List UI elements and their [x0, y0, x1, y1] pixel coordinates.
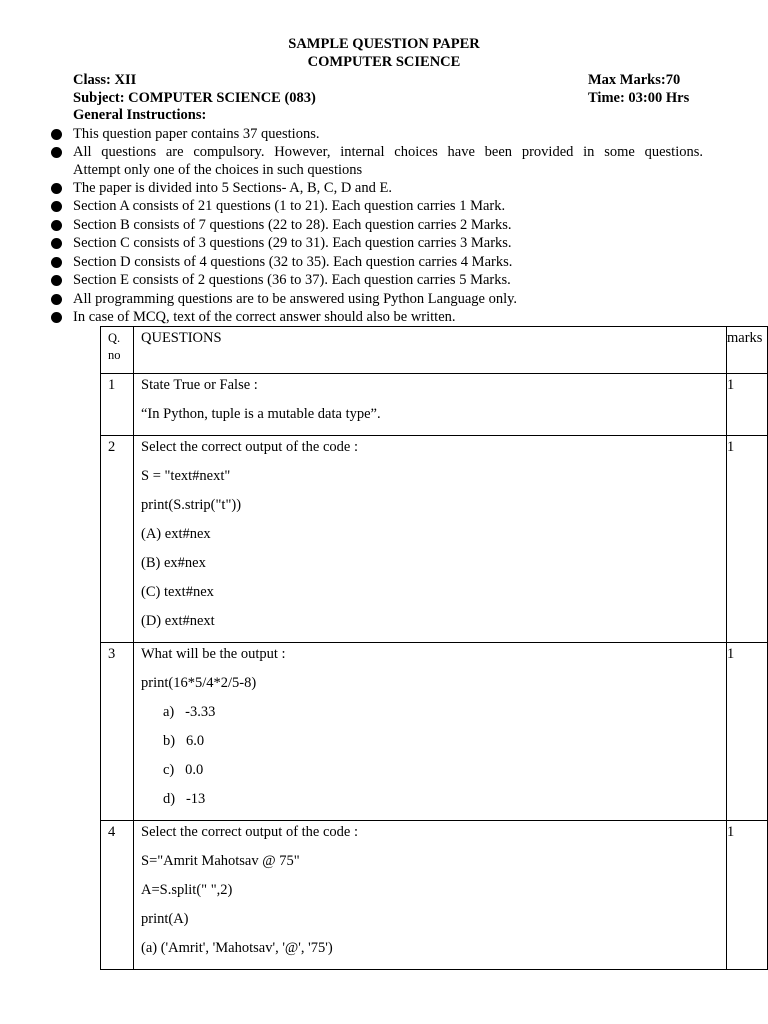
qno-cell: 3	[101, 643, 134, 821]
instruction-item: All programming questions are to be answered using Python Language only.	[73, 291, 518, 307]
question-cell	[134, 374, 727, 436]
question-cell	[134, 821, 727, 970]
header-marks-cell	[727, 327, 768, 374]
questions-table	[100, 326, 768, 970]
instructions-heading: General Instructions:	[73, 107, 207, 123]
question-cell	[134, 436, 727, 643]
option-line: c) 0.0	[163, 762, 204, 778]
header-marks-label: marks	[727, 330, 763, 346]
bullet-icon	[51, 201, 62, 212]
class-label: Class: XII	[73, 72, 137, 88]
question-line: Select the correct output of the code :	[141, 824, 359, 840]
question-line: Select the correct output of the code :	[141, 439, 359, 455]
instruction-item: Section A consists of 21 questions (1 to 21). Each question carries 1 Mark.	[73, 198, 506, 214]
header-qno-line2: no	[108, 348, 121, 362]
bullet-icon	[51, 220, 62, 231]
paper-title: SAMPLE QUESTION PAPER	[288, 36, 480, 52]
question-line: “In Python, tuple is a mutable data type”.	[141, 406, 381, 422]
bullet-icon	[51, 312, 62, 323]
instruction-item-continued: Attempt only one of the choices in such questions	[73, 162, 363, 178]
option-line: (B) ex#nex	[141, 555, 206, 571]
marks-cell: 1	[727, 643, 768, 821]
question-line: print(A)	[141, 911, 189, 927]
question-line: print(16*5/4*2/5-8)	[141, 675, 257, 691]
header-questions-cell	[134, 327, 727, 374]
question-line: What will be the output :	[141, 646, 286, 662]
bullet-icon	[51, 147, 62, 158]
question-line: S="Amrit Mahotsav @ 75"	[141, 853, 300, 869]
bullet-icon	[51, 294, 62, 305]
option-line: a) -3.33	[163, 704, 216, 720]
bullet-icon	[51, 183, 62, 194]
bullet-icon	[51, 257, 62, 268]
header-qno-cell	[101, 327, 134, 374]
instruction-item: This question paper contains 37 questions.	[73, 126, 320, 142]
instruction-item: Section D consists of 4 questions (32 to 35). Each question carries 4 Marks.	[73, 254, 513, 270]
max-marks-label: Max Marks:70	[588, 72, 681, 88]
bullet-icon	[51, 129, 62, 140]
marks-cell: 1	[727, 436, 768, 643]
option-line: (a) ('Amrit', 'Mahotsav', '@', '75')	[141, 940, 333, 956]
option-line: (A) ext#nex	[141, 526, 211, 542]
header-questions-label: QUESTIONS	[141, 330, 222, 346]
bullet-icon	[51, 238, 62, 249]
question-line: State True or False :	[141, 377, 258, 393]
question-line: S = "text#next"	[141, 468, 231, 484]
table-header-row	[101, 327, 768, 374]
instruction-item: Section E consists of 2 questions (36 to 37). Each question carries 5 Marks.	[73, 272, 511, 288]
question-line: print(S.strip("t"))	[141, 497, 242, 513]
instruction-item: Section C consists of 3 questions (29 to 31). Each question carries 3 Marks.	[73, 235, 512, 251]
marks-cell: 1	[727, 821, 768, 970]
marks-cell: 1	[727, 374, 768, 436]
question-line: A=S.split(" ",2)	[141, 882, 233, 898]
instruction-item: The paper is divided into 5 Sections- A, B, C, D and E.	[73, 180, 392, 196]
table-row	[101, 821, 768, 970]
table-row	[101, 374, 768, 436]
instruction-item: Section B consists of 7 questions (22 to 28). Each question carries 2 Marks.	[73, 217, 512, 233]
qno-cell: 2	[101, 436, 134, 643]
qno-cell: 1	[101, 374, 134, 436]
qno-cell: 4	[101, 821, 134, 970]
instruction-item: In case of MCQ, text of the correct answer should also be written.	[73, 309, 456, 325]
option-line: d) -13	[163, 791, 206, 807]
header-qno-line1: Q.	[108, 331, 121, 345]
option-line: (C) text#nex	[141, 584, 214, 600]
subject-label: Subject: COMPUTER SCIENCE (083)	[73, 90, 316, 106]
time-label: Time: 03:00 Hrs	[588, 90, 690, 106]
option-line: (D) ext#next	[141, 613, 215, 629]
bullet-icon	[51, 275, 62, 286]
table-row	[101, 436, 768, 643]
paper-subject-title: COMPUTER SCIENCE	[307, 54, 461, 70]
instruction-item: All questions are compulsory. However, internal choices have been provided in some questions.	[73, 144, 703, 160]
question-cell	[134, 643, 727, 821]
option-line: b) 6.0	[163, 733, 205, 749]
table-row	[101, 643, 768, 821]
